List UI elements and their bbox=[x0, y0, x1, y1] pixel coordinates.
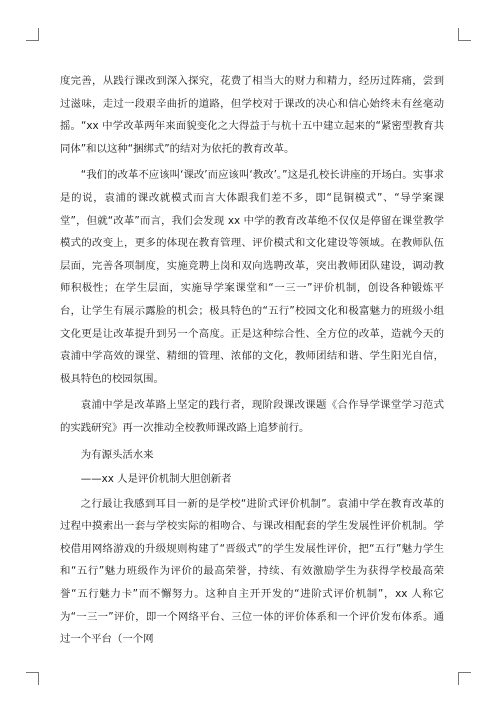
paragraph: 袁浦中学是改革路上坚定的践行者，现阶段课改课题《合作导学课堂学习范式的实践研究》再一次推动全校教师课改路上追梦前行。 bbox=[60, 399, 444, 434]
crop-mark-bottom-left bbox=[26, 672, 39, 685]
paragraph: “我们的改革不应该叫‘课改’而应该叫‘教改’。”这是孔校长讲座的开场白。实事求是的说，袁浦的课改就模式而言大体跟我们差不多，即“昆铜模式”、“导学案课堂”，但就“改革”而言，我们会发现 xx 中学的教育改革绝不仅仅是停留在课堂教学模式的改变上，更多的体现在教育管理、评价模式和文化建设等领域。在教师队伍层面，完善各项制度，实施竞聘上岗和双向选聘改革，突出教师团队建设，调动教师积极性；在学生层面，实施导学案课堂和“一三一”评价机制，创设各种锻炼平台，让学生有展示露脸的机会；极具特色的“五行”校园文化和极富魅力的班级小组文化更是让改革提升到另一个高度。正是这种综合性、全方位的改革，造就今天的袁浦中学高效的课堂、精细的管理、浓郁的文化，教师团结和谐、学生阳光自信，极具特色的校园氛围。 bbox=[60, 169, 444, 385]
section-subheading: ——xx 人是评价机制大胆创新者 bbox=[80, 473, 232, 486]
document-body bbox=[60, 70, 444, 651]
paragraph: 度完善，从践行课改到深入探究，花费了相当大的财力和精力，经历过阵痛，尝到过滋味，走过一段艰辛曲折的道路，但学校对于课改的决心和信心始终未有丝毫动摇。“xx 中学改革两年来面貌变化之大得益于与杭十五中建立起来的“紧密型教育共同体”和以这种“捆绑式”的结对为依托的教育改革。 bbox=[60, 75, 444, 155]
crop-mark-bottom-right bbox=[458, 672, 471, 685]
crop-mark-top-right bbox=[458, 28, 471, 41]
section-heading: 为有源头活水来 bbox=[80, 448, 154, 461]
paragraph: 之行最让我感到耳目一新的是学校“进阶式评价机制”。袁浦中学在教育改革的过程中摸索出一套与学校实际的相吻合、与课改相配套的学生发展性评价机制。学校借用网络游戏的升级规则构建了“晋级式”的学生发展性评价，把“五行”魅力学生和“五行”魅力班级作为评价的最高荣誉，持续、有效激励学生为获得学校最高荣誉“五行魅力卡”而不懈努力。这种自主开开发的“进阶式评价机制”，xx 人称它为“一三一”评价，即一个网络平台、三位一体的评价体系和一个评价发布体系。通过一个平台（一个网 bbox=[60, 497, 444, 646]
crop-mark-top-left bbox=[26, 28, 39, 41]
